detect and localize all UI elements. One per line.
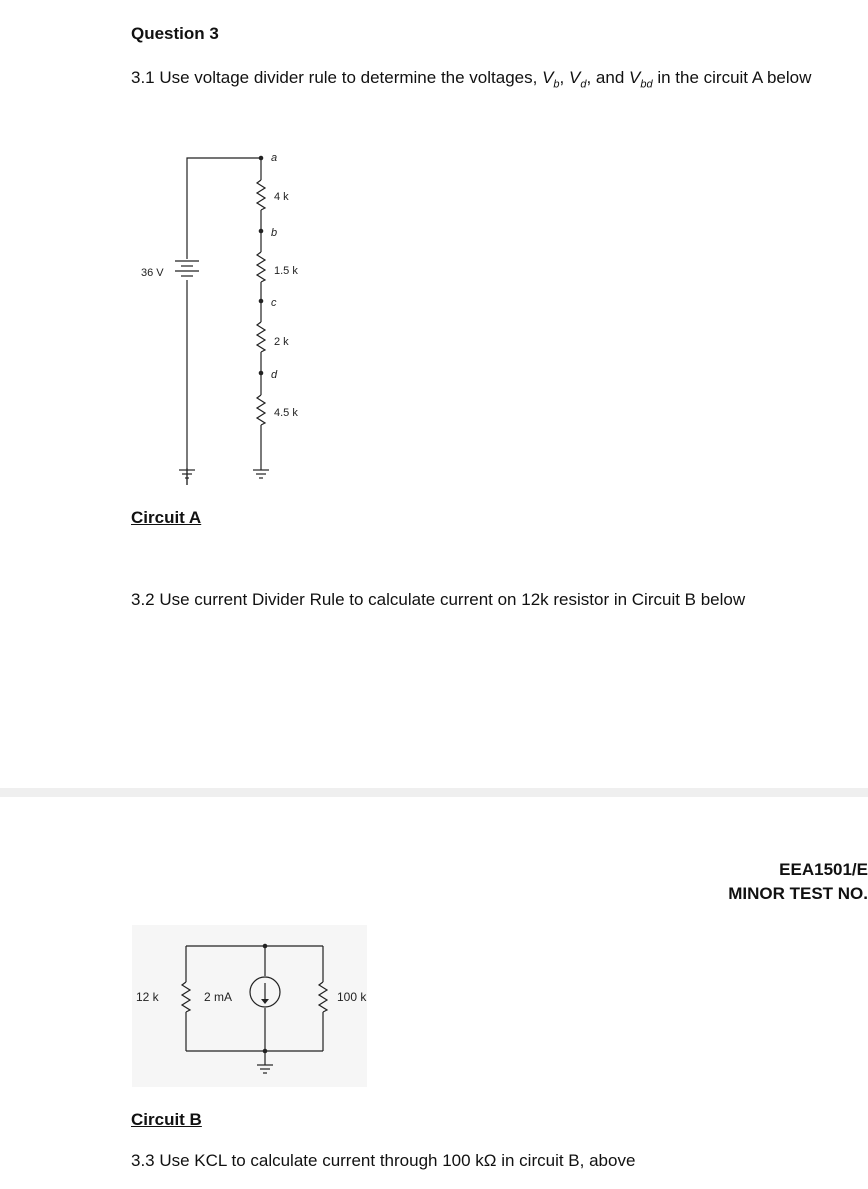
q31-sep1: , bbox=[559, 68, 569, 87]
node-c-label: c bbox=[271, 297, 277, 309]
resistor-100k-label: 100 k bbox=[337, 990, 367, 1004]
course-code-header: EEA1501/E bbox=[779, 860, 868, 879]
circuit-b-caption: Circuit B bbox=[131, 1110, 202, 1129]
q31-v2-sub: d bbox=[580, 78, 587, 91]
question-heading: Question 3 bbox=[131, 24, 219, 43]
resistor-2k-label: 2 k bbox=[274, 336, 289, 348]
node-a-label: a bbox=[271, 152, 278, 164]
question-3-1 bbox=[131, 68, 811, 90]
q31-v3: V bbox=[629, 68, 641, 87]
question-3-3: 3.3 Use KCL to calculate current through 100 kΩ in circuit B, above bbox=[131, 1151, 636, 1170]
circuit-b-diagram bbox=[120, 920, 380, 1095]
circuit-a-caption: Circuit A bbox=[131, 508, 202, 527]
page-separator bbox=[0, 788, 868, 797]
q31-prefix: 3.1 Use voltage divider rule to determine the voltages, bbox=[131, 68, 543, 87]
q31-v2: V bbox=[569, 68, 581, 87]
resistor-4-5k-label: 4.5 k bbox=[274, 407, 298, 419]
question-3-2: 3.2 Use current Divider Rule to calculate current on 12k resistor in Circuit B below bbox=[131, 590, 746, 609]
q31-suffix: in the circuit A below bbox=[652, 68, 812, 87]
resistor-1-5k-label: 1.5 k bbox=[274, 265, 298, 277]
resistor-4k-label: 4 k bbox=[274, 191, 289, 203]
test-title-header: MINOR TEST NO. bbox=[728, 884, 868, 903]
current-source-label: 2 mA bbox=[204, 990, 233, 1004]
resistor-12k-label: 12 k bbox=[136, 990, 159, 1004]
q31-v1-sub: b bbox=[553, 78, 560, 91]
circuit-a-diagram bbox=[120, 140, 340, 490]
battery-label: 36 V bbox=[141, 267, 164, 279]
q31-sep2: , and bbox=[586, 68, 630, 87]
q31-v3-sub: bd bbox=[640, 78, 653, 91]
q31-v1: V bbox=[542, 68, 554, 87]
node-d-label: d bbox=[271, 369, 278, 381]
node-b-label: b bbox=[271, 227, 278, 239]
